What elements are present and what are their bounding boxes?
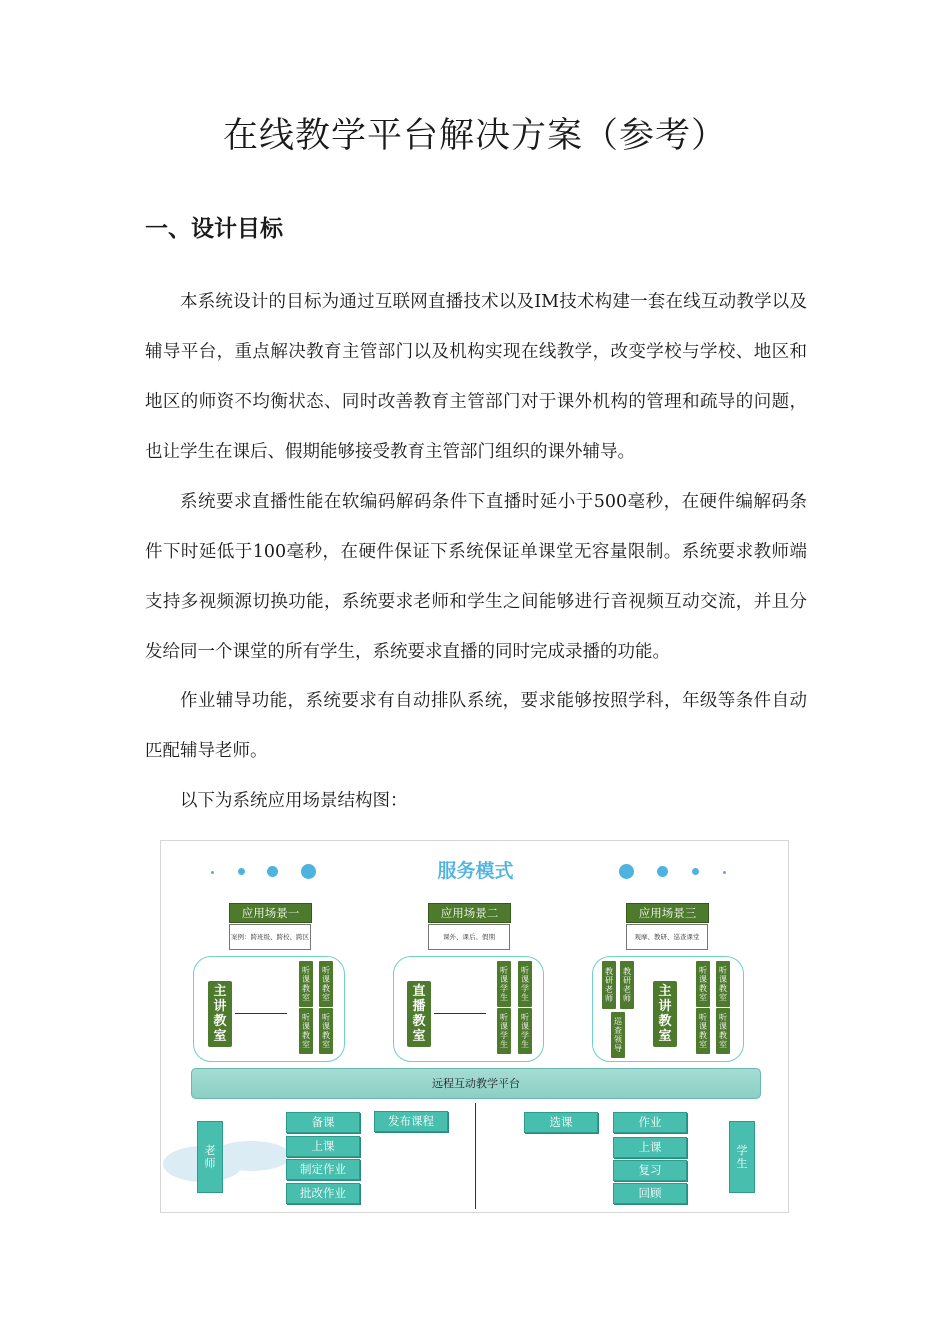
- listen-room: 听课教室: [696, 961, 710, 1007]
- document-title: 在线教学平台解决方案（参考）: [222, 116, 727, 156]
- listen-room: 听课教室: [319, 1008, 333, 1054]
- scene-3-header: 应用场景三: [626, 903, 709, 923]
- paragraph-live-requirements: 系统要求直播性能在软编码解码条件下直播时延小于500毫秒，在硬件编解码条件下时延低于100毫秒，在硬件保证下系统保证单课堂无容量限制。系统要求教师端支持多视频源切换功能，系统要求老师和学生之间能够进行音视频互动交流，并且分发给同一个课堂的所有学生，系统要求直播的同时完成录播的功能。: [145, 492, 807, 662]
- action-publish-course: 发布课程: [374, 1111, 448, 1132]
- section-heading: 一、设计目标: [145, 216, 283, 242]
- listen-room: 听课教室: [299, 961, 313, 1007]
- connector-line: [235, 1013, 287, 1014]
- research-teacher: 教研老师: [620, 961, 634, 1009]
- scene-2-header: 应用场景二: [428, 903, 511, 923]
- action-recap: 回顾: [613, 1183, 687, 1204]
- remote-teaching-platform: 远程互动教学平台: [191, 1068, 761, 1099]
- action-homework: 作业: [613, 1112, 687, 1133]
- action-grade-homework: 批改作业: [286, 1183, 360, 1204]
- main-lecture-room: 主讲教室: [208, 981, 232, 1047]
- decor-dot: [238, 868, 245, 875]
- action-teach-class: 上课: [286, 1136, 360, 1157]
- divider-line: [475, 1103, 476, 1209]
- decor-dot: [301, 864, 316, 879]
- scene-2-desc: 课外、课后、假期: [428, 924, 510, 950]
- action-review: 复习: [613, 1160, 687, 1181]
- listen-student: 听课学生: [518, 961, 532, 1007]
- inspection-leader: 巡查领导: [611, 1012, 625, 1058]
- decor-dot: [657, 866, 668, 877]
- student-label: 学生: [729, 1121, 755, 1193]
- decor-dot: [267, 866, 278, 877]
- listen-student: 听课学生: [518, 1008, 532, 1054]
- action-attend-class: 上课: [613, 1137, 687, 1158]
- listen-student: 听课学生: [497, 961, 511, 1007]
- scene-1-header: 应用场景一: [229, 903, 312, 923]
- paragraph-homework: 作业辅导功能，系统要求有自动排队系统，要求能够按照学科，年级等条件自动匹配辅导老师。: [145, 691, 807, 761]
- decor-dot: [723, 871, 726, 874]
- listen-student: 听课学生: [497, 1008, 511, 1054]
- diagram-title: 服务模式: [437, 860, 514, 882]
- live-room: 直播教室: [407, 981, 431, 1047]
- scenario-structure-diagram: [160, 840, 789, 1213]
- decor-dot: [692, 868, 699, 875]
- paragraph-design-goal: 本系统设计的目标为通过互联网直播技术以及IM技术构建一套在线互动教学以及辅导平台，重点解决教育主管部门以及机构实现在线教学，改变学校与学校、地区和地区的师资不均衡状态、同时改善教育主管部门对于课外机构的管理和疏导的问题，也让学生在课后、假期能够接受教育主管部门组织的课外辅导。: [145, 292, 807, 462]
- listen-room: 听课教室: [299, 1008, 313, 1054]
- action-select-course: 选课: [524, 1112, 598, 1133]
- decor-dot: [211, 871, 214, 874]
- research-teacher: 教研老师: [602, 961, 616, 1009]
- action-assign-homework: 制定作业: [286, 1159, 360, 1180]
- scene-1-desc: 案例：跨班级、跨校、跨区: [229, 924, 311, 950]
- cloud-decoration: [211, 1141, 291, 1171]
- listen-room: 听课教室: [696, 1008, 710, 1054]
- teacher-label: 老师: [197, 1121, 223, 1193]
- scene-3-desc: 观摩、教研、巡查课堂: [626, 924, 708, 950]
- main-lecture-room: 主讲教室: [653, 981, 677, 1047]
- connector-line: [434, 1013, 486, 1014]
- listen-room: 听课教室: [716, 1008, 730, 1054]
- listen-room: 听课教室: [319, 961, 333, 1007]
- action-prepare-lesson: 备课: [286, 1112, 360, 1133]
- decor-dot: [619, 864, 634, 879]
- listen-room: 听课教室: [716, 961, 730, 1007]
- paragraph-diagram-intro: 以下为系统应用场景结构图：: [180, 791, 408, 811]
